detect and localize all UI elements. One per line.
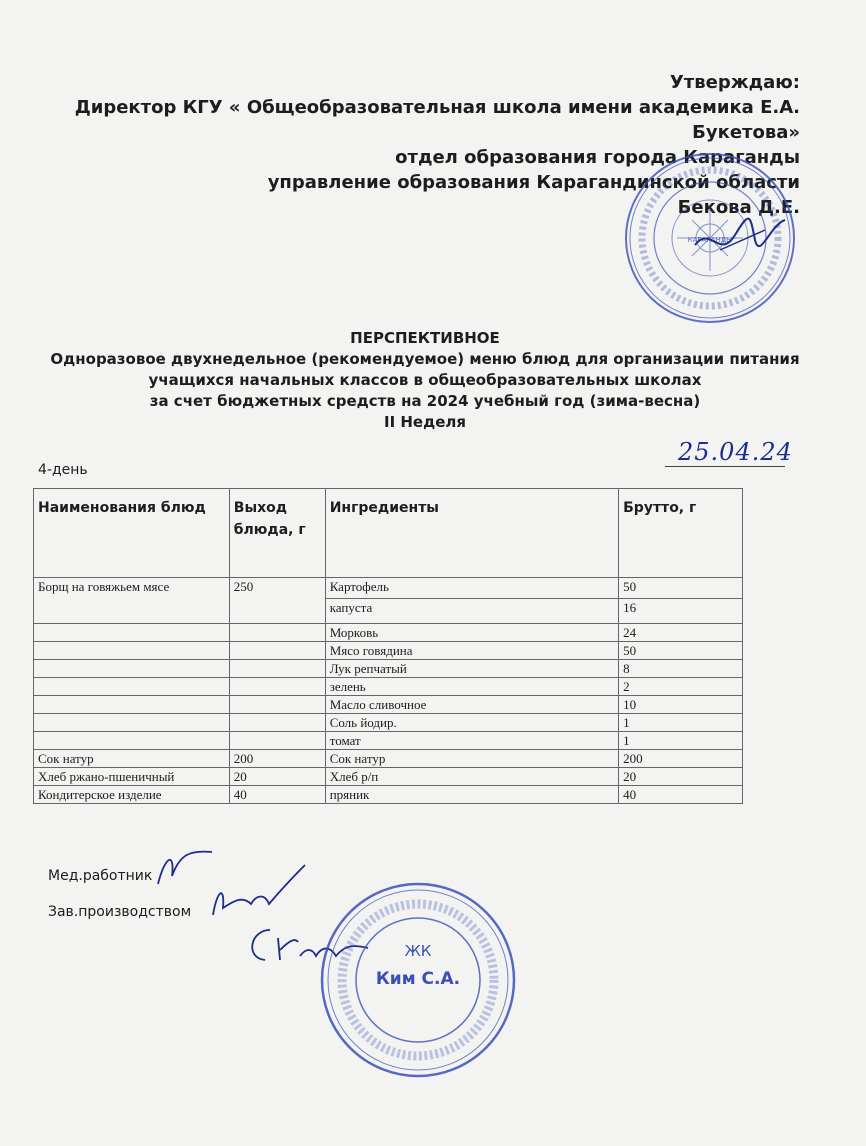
cell-gross: 1: [619, 714, 743, 732]
date-underline: [665, 466, 785, 467]
title-line-1: ПЕРСПЕКТИВНОЕ: [350, 329, 500, 347]
director-line-2: Букетова»: [692, 122, 800, 143]
cell-gross: 50: [619, 578, 743, 599]
menu-table: [33, 488, 743, 804]
cell-output: [229, 714, 325, 732]
cell-gross: 24: [619, 624, 743, 642]
cell-output: [229, 678, 325, 696]
handwritten-date: 25.04.24: [678, 438, 793, 466]
cell-dish: [34, 714, 230, 732]
cell-dish: [34, 660, 230, 678]
cell-ingredient: томат: [325, 732, 618, 750]
table-header-row: [34, 489, 743, 578]
cell-output: [229, 624, 325, 642]
header-output: Выход блюда, г: [229, 489, 325, 578]
cell-output: 20: [229, 768, 325, 786]
header-gross: Брутто, г: [619, 489, 743, 578]
table-row: [34, 732, 743, 750]
cell-dish: [34, 732, 230, 750]
cell-output: 200: [229, 750, 325, 768]
cell-output: 40: [229, 786, 325, 804]
cell-gross: 1: [619, 732, 743, 750]
school-stamp-text: КАРАГАНДЫ: [687, 236, 733, 244]
title-line-3: учащихся начальных классов в общеобразовательных школах: [148, 371, 702, 389]
medical-worker-label: Мед.работник: [48, 868, 153, 884]
cell-output: 250: [229, 578, 325, 624]
cell-dish: Хлеб ржано-пшеничный: [34, 768, 230, 786]
cell-ingredient: Мясо говядина: [325, 642, 618, 660]
cell-dish: Борщ на говяжьем мясе: [34, 578, 230, 624]
table-row: [34, 768, 743, 786]
table-row: [34, 624, 743, 642]
header-dish: Наименования блюд: [34, 489, 230, 578]
table-row: [34, 714, 743, 732]
title-line-2: Одноразовое двухнедельное (рекомендуемое) меню блюд для организации питания: [50, 350, 800, 368]
cell-gross: 50: [619, 642, 743, 660]
menu-title: [20, 328, 830, 433]
cell-gross: 2: [619, 678, 743, 696]
cell-ingredient: Соль йодир.: [325, 714, 618, 732]
table-row: [34, 750, 743, 768]
ip-stamp-line1: ЖК: [404, 942, 432, 960]
cell-ingredient: Картофель: [325, 578, 618, 599]
cell-dish: Кондитерское изделие: [34, 786, 230, 804]
administration-line: управление образования Карагандинской области: [267, 172, 800, 193]
cell-gross: 10: [619, 696, 743, 714]
production-manager-label: Зав.производством: [48, 904, 192, 920]
department-line: отдел образования города Караганды: [395, 147, 800, 168]
cell-dish: Сок натур: [34, 750, 230, 768]
cell-ingredient: Сок натур: [325, 750, 618, 768]
cell-ingredient: Масло сливочное: [325, 696, 618, 714]
cell-dish: [34, 696, 230, 714]
day-label: 4-день: [38, 462, 88, 478]
cell-ingredient: капуста: [325, 599, 618, 624]
cell-gross: 8: [619, 660, 743, 678]
cell-ingredient: Морковь: [325, 624, 618, 642]
cell-ingredient: Лук репчатый: [325, 660, 618, 678]
table-row: [34, 660, 743, 678]
table-row: [34, 578, 743, 599]
header-ingredients: Ингредиенты: [325, 489, 618, 578]
cell-gross: 40: [619, 786, 743, 804]
cell-gross: 16: [619, 599, 743, 624]
director-line-1: Директор КГУ « Общеобразовательная школа имени академика Е.А.: [74, 97, 800, 118]
cell-ingredient: пряник: [325, 786, 618, 804]
cell-dish: [34, 642, 230, 660]
approval-heading: Утверждаю:: [669, 72, 800, 93]
cell-gross: 20: [619, 768, 743, 786]
title-line-4: за счет бюджетных средств на 2024 учебный год (зима-весна): [149, 392, 701, 410]
cell-gross: 200: [619, 750, 743, 768]
cell-dish: [34, 678, 230, 696]
ip-stamp: [318, 880, 518, 1080]
cell-output: [229, 660, 325, 678]
ip-stamp-line2: Ким С.А.: [375, 969, 461, 989]
table-row: [34, 786, 743, 804]
cell-ingredient: зелень: [325, 678, 618, 696]
cell-ingredient: Хлеб р/п: [325, 768, 618, 786]
table-row: [34, 642, 743, 660]
table-row: [34, 696, 743, 714]
director-signature: [687, 205, 790, 265]
table-row: [34, 678, 743, 696]
title-line-5: II Неделя: [383, 413, 467, 431]
cell-dish: [34, 624, 230, 642]
cell-output: [229, 696, 325, 714]
director-name: Бекова Д.Е.: [677, 197, 800, 218]
cell-output: [229, 642, 325, 660]
cell-output: [229, 732, 325, 750]
